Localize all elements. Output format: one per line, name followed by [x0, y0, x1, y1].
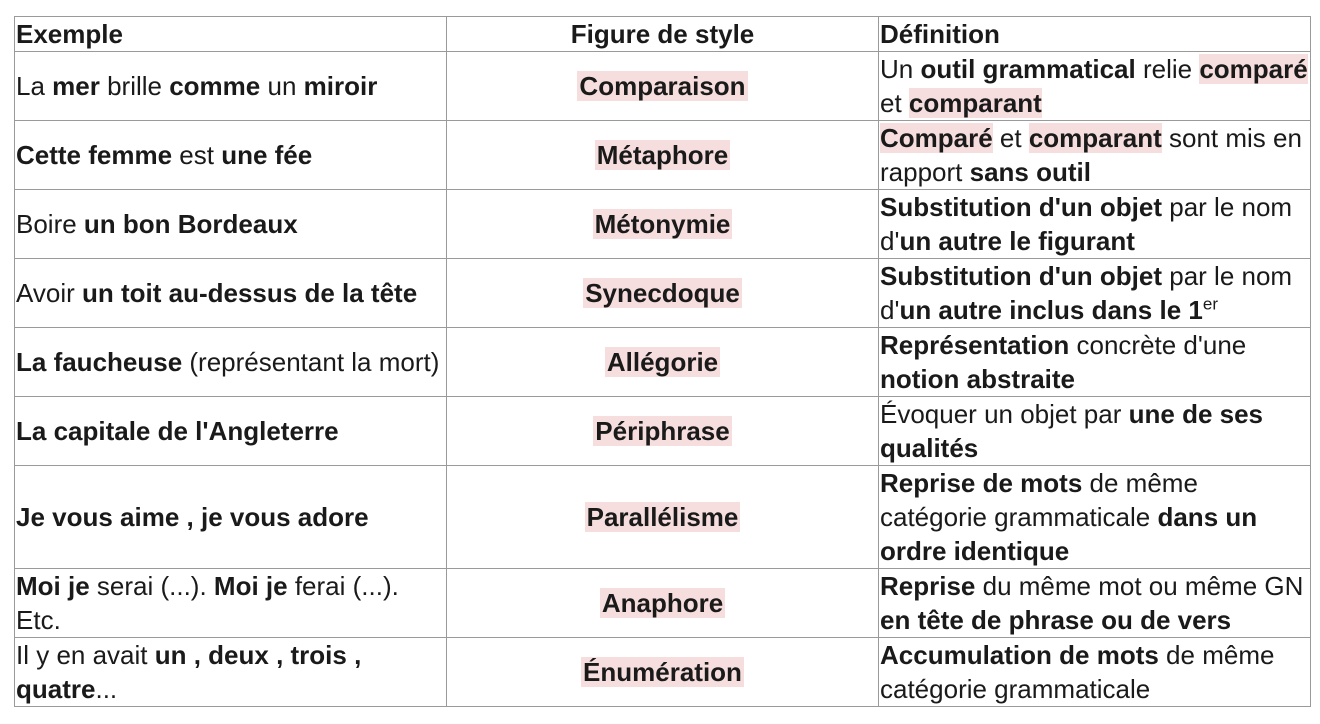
figure-term: Énumération [583, 657, 742, 687]
text-segment: relie [1135, 54, 1200, 84]
text-segment: comparant [908, 88, 1042, 118]
text-segment: miroir [303, 71, 378, 101]
figure-term: Anaphore [601, 588, 724, 618]
table-row [15, 328, 1311, 397]
text-segment: par le nom d' [880, 192, 1293, 256]
table-row [15, 190, 1311, 259]
table-row [15, 638, 1311, 707]
header-figure: Figure de style [447, 17, 879, 52]
definition-cell [879, 328, 1311, 397]
text-segment: et [992, 123, 1029, 153]
text-segment: Comparé [880, 123, 993, 153]
figures-de-style-table [14, 16, 1311, 707]
figure-cell [447, 259, 879, 328]
text-segment: Reprise [880, 571, 976, 601]
example-cell [15, 190, 447, 259]
text-segment: Reprise de mots [880, 468, 1083, 498]
figure-cell [447, 328, 879, 397]
text-segment: comparant [1028, 123, 1162, 153]
text-segment: comme [169, 71, 261, 101]
text-segment: en tête de phrase ou de vers [880, 605, 1232, 635]
figure-term: Métaphore [596, 140, 729, 170]
text-segment: La [16, 71, 53, 101]
figure-cell [447, 397, 879, 466]
text-segment: er [1202, 294, 1218, 314]
text-segment: une de ses qualités [880, 399, 1264, 463]
text-segment: notion abstraite [880, 364, 1076, 394]
figure-cell [447, 121, 879, 190]
table-row [15, 569, 1311, 638]
figure-term: Synecdoque [585, 278, 740, 308]
text-segment: dans un ordre identique [880, 502, 1258, 566]
figure-cell [447, 638, 879, 707]
text-segment: de même catégorie grammaticale [880, 640, 1275, 704]
text-segment: brille [99, 71, 170, 101]
header-row [15, 17, 1311, 52]
figure-term: Allégorie [606, 347, 719, 377]
table-row [15, 466, 1311, 569]
table-row [15, 121, 1311, 190]
header-example: Exemple [15, 17, 447, 52]
figure-term: Métonymie [594, 209, 731, 239]
text-segment: outil grammatical [920, 54, 1136, 84]
text-segment: La capitale de l'Angleterre [16, 416, 339, 446]
text-segment: Cette femme [16, 140, 173, 170]
text-segment: Avoir [16, 278, 82, 308]
figure-term: Comparaison [579, 71, 746, 101]
text-segment: Substitution d'un objet [880, 261, 1163, 291]
text-segment: un autre inclus dans le 1 [899, 295, 1203, 325]
definition-cell [879, 638, 1311, 707]
text-segment: La faucheuse [16, 347, 183, 377]
text-segment: Un [880, 54, 921, 84]
text-segment: un autre le figurant [899, 226, 1135, 256]
text-segment: Accumulation de mots [880, 640, 1159, 670]
example-cell [15, 569, 447, 638]
figure-cell [447, 52, 879, 121]
figure-cell [447, 466, 879, 569]
definition-cell [879, 569, 1311, 638]
text-segment: sont mis en rapport [880, 123, 1302, 187]
text-segment: une fée [221, 140, 313, 170]
text-segment: un bon Bordeaux [83, 209, 298, 239]
text-segment: sans outil [969, 157, 1091, 187]
text-segment: un [260, 71, 304, 101]
example-cell [15, 466, 447, 569]
text-segment: Je vous aime , je vous adore [16, 502, 369, 532]
text-segment: mer [52, 71, 100, 101]
text-segment: Représentation [880, 330, 1070, 360]
table-body [15, 52, 1311, 707]
example-cell [15, 638, 447, 707]
figure-term: Périphrase [595, 416, 730, 446]
text-segment: un toit au-dessus de la tête [82, 278, 418, 308]
table-row [15, 52, 1311, 121]
table-row [15, 259, 1311, 328]
text-segment: concrète d'une [1069, 330, 1247, 360]
definition-cell [879, 466, 1311, 569]
figure-cell [447, 569, 879, 638]
header-definition: Définition [879, 17, 1311, 52]
text-segment: ... [95, 674, 118, 704]
text-segment: serai (...). [89, 571, 214, 601]
text-segment: comparé [1199, 54, 1308, 84]
example-cell [15, 328, 447, 397]
figure-cell [447, 190, 879, 259]
definition-cell [879, 52, 1311, 121]
example-cell [15, 121, 447, 190]
example-cell [15, 52, 447, 121]
text-segment: (représentant la mort) [182, 347, 440, 377]
definition-cell [879, 190, 1311, 259]
definition-cell [879, 121, 1311, 190]
text-segment: par le nom d' [880, 261, 1293, 325]
text-segment: Moi je [16, 571, 90, 601]
text-segment: et [880, 88, 909, 118]
text-segment: ferai (...). Etc. [16, 571, 399, 635]
text-segment: du même mot ou même GN [975, 571, 1304, 601]
figure-term: Parallélisme [586, 502, 739, 532]
text-segment: Moi je [213, 571, 288, 601]
example-cell [15, 397, 447, 466]
definition-cell [879, 397, 1311, 466]
example-cell [15, 259, 447, 328]
text-segment: Substitution d'un objet [880, 192, 1163, 222]
table-row [15, 397, 1311, 466]
text-segment: Il y en avait [16, 640, 155, 670]
text-segment: Évoquer un objet par [880, 399, 1129, 429]
text-segment: est [172, 140, 222, 170]
text-segment: un , deux , trois , quatre [16, 640, 362, 704]
definition-cell [879, 259, 1311, 328]
text-segment: de même catégorie grammaticale [880, 468, 1198, 532]
text-segment: Boire [16, 209, 84, 239]
